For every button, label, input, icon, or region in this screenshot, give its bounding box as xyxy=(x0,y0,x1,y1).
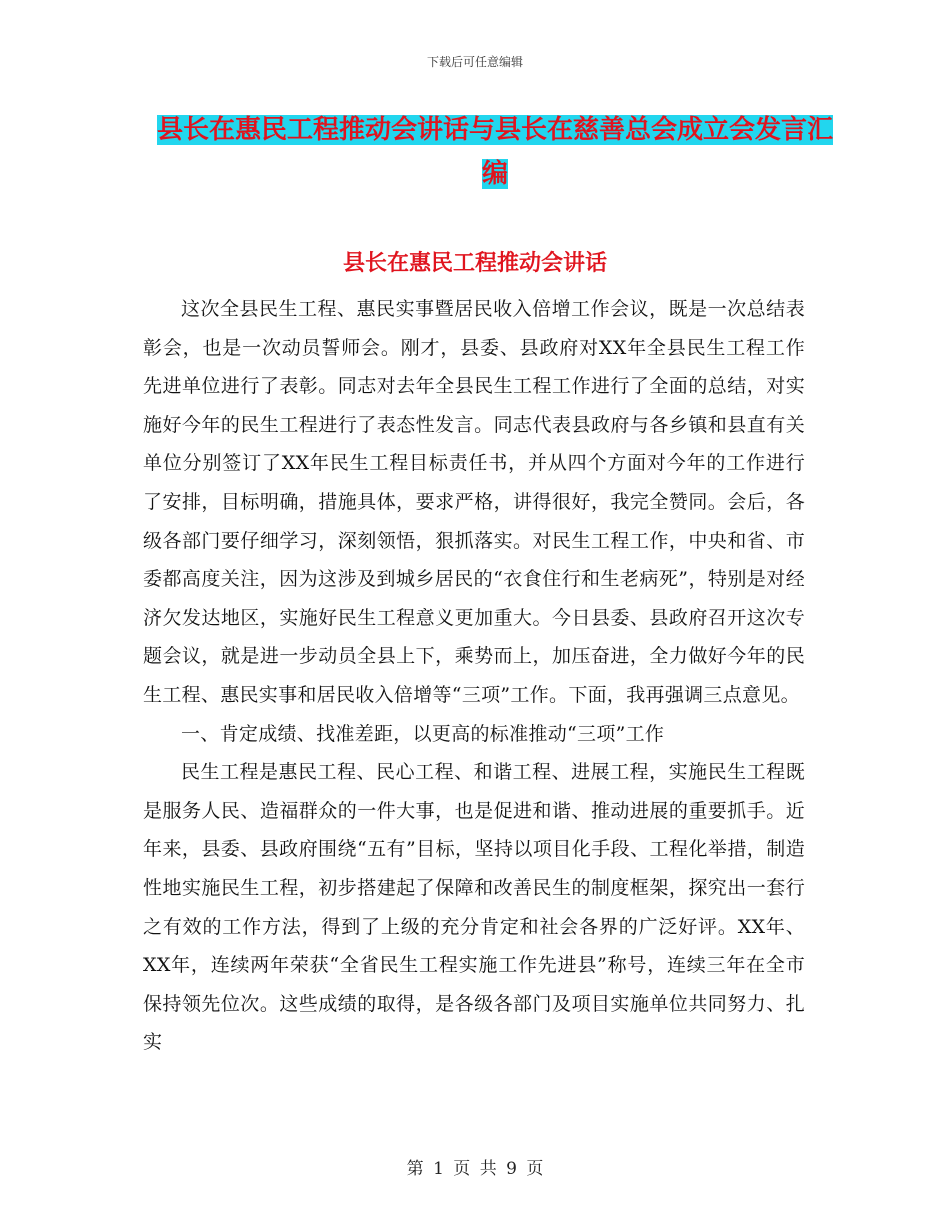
body-text xyxy=(143,290,805,1062)
page-number: 第 1 页 共 9 页 xyxy=(406,1159,544,1179)
document-title xyxy=(150,108,840,196)
paragraph: 这次全县民生工程、惠民实事暨居民收入倍增工作会议，既是一次总结表彰会，也是一次动员誓师会。刚才，县委、县政府对XX年全县民生工程工作先进单位进行了表彰。同志对去年全县民生工程工作进行了全面的总结，对实施好今年的民生工程进行了表态性发言。同志代表县政府与各乡镇和县直有关单位分别签订了XX年民生工程目标责任书，并从四个方面对今年的工作进行了安排，目标明确，措施具体，要求严格，讲得很好，我完全赞同。会后，各级各部门要仔细学习，深刻领悟，狠抓落实。对民生工程工作，中央和省、市委都高度关注，因为这涉及到城乡居民的“衣食住行和生老病死”，特别是对经济欠发达地区，实施好民生工程意义更加重大。今日县委、县政府召开这次专题会议，就是进一步动员全县上下，乘势而上，加压奋进，全力做好今年的民生工程、惠民实事和居民收入倍增等“三项”工作。下面，我再强调三点意见。 xyxy=(143,298,805,706)
section-title: 县长在惠民工程推动会讲话 xyxy=(342,251,607,276)
paragraph: 民生工程是惠民工程、民心工程、和谐工程、进展工程，实施民生工程既是服务人民、造福群众的一件大事，也是促进和谐、推动进展的重要抓手。近年来，县委、县政府围绕“五有”目标，坚持以项目化手段、工程化举措，制造性地实施民生工程，初步搭建起了保障和改善民生的制度框架，探究出一套行之有效的工作方法，得到了上级的充分肯定和社会各界的广泛好评。XX年、XX年，连续两年荣获“全省民生工程实施工作先进县”称号，连续三年在全市保持领先位次。这些成绩的取得，是各级各部门及项目实施单位共同努力、扎实 xyxy=(143,761,805,1054)
paragraph-heading: 一、肯定成绩、找准差距，以更高的标准推动“三项”工作 xyxy=(181,722,665,745)
document-title-text: 县长在惠民工程推动会讲话与县长在慈善总会成立会发言汇编 xyxy=(156,115,833,189)
header-note: 下载后可任意编辑 xyxy=(426,55,523,69)
